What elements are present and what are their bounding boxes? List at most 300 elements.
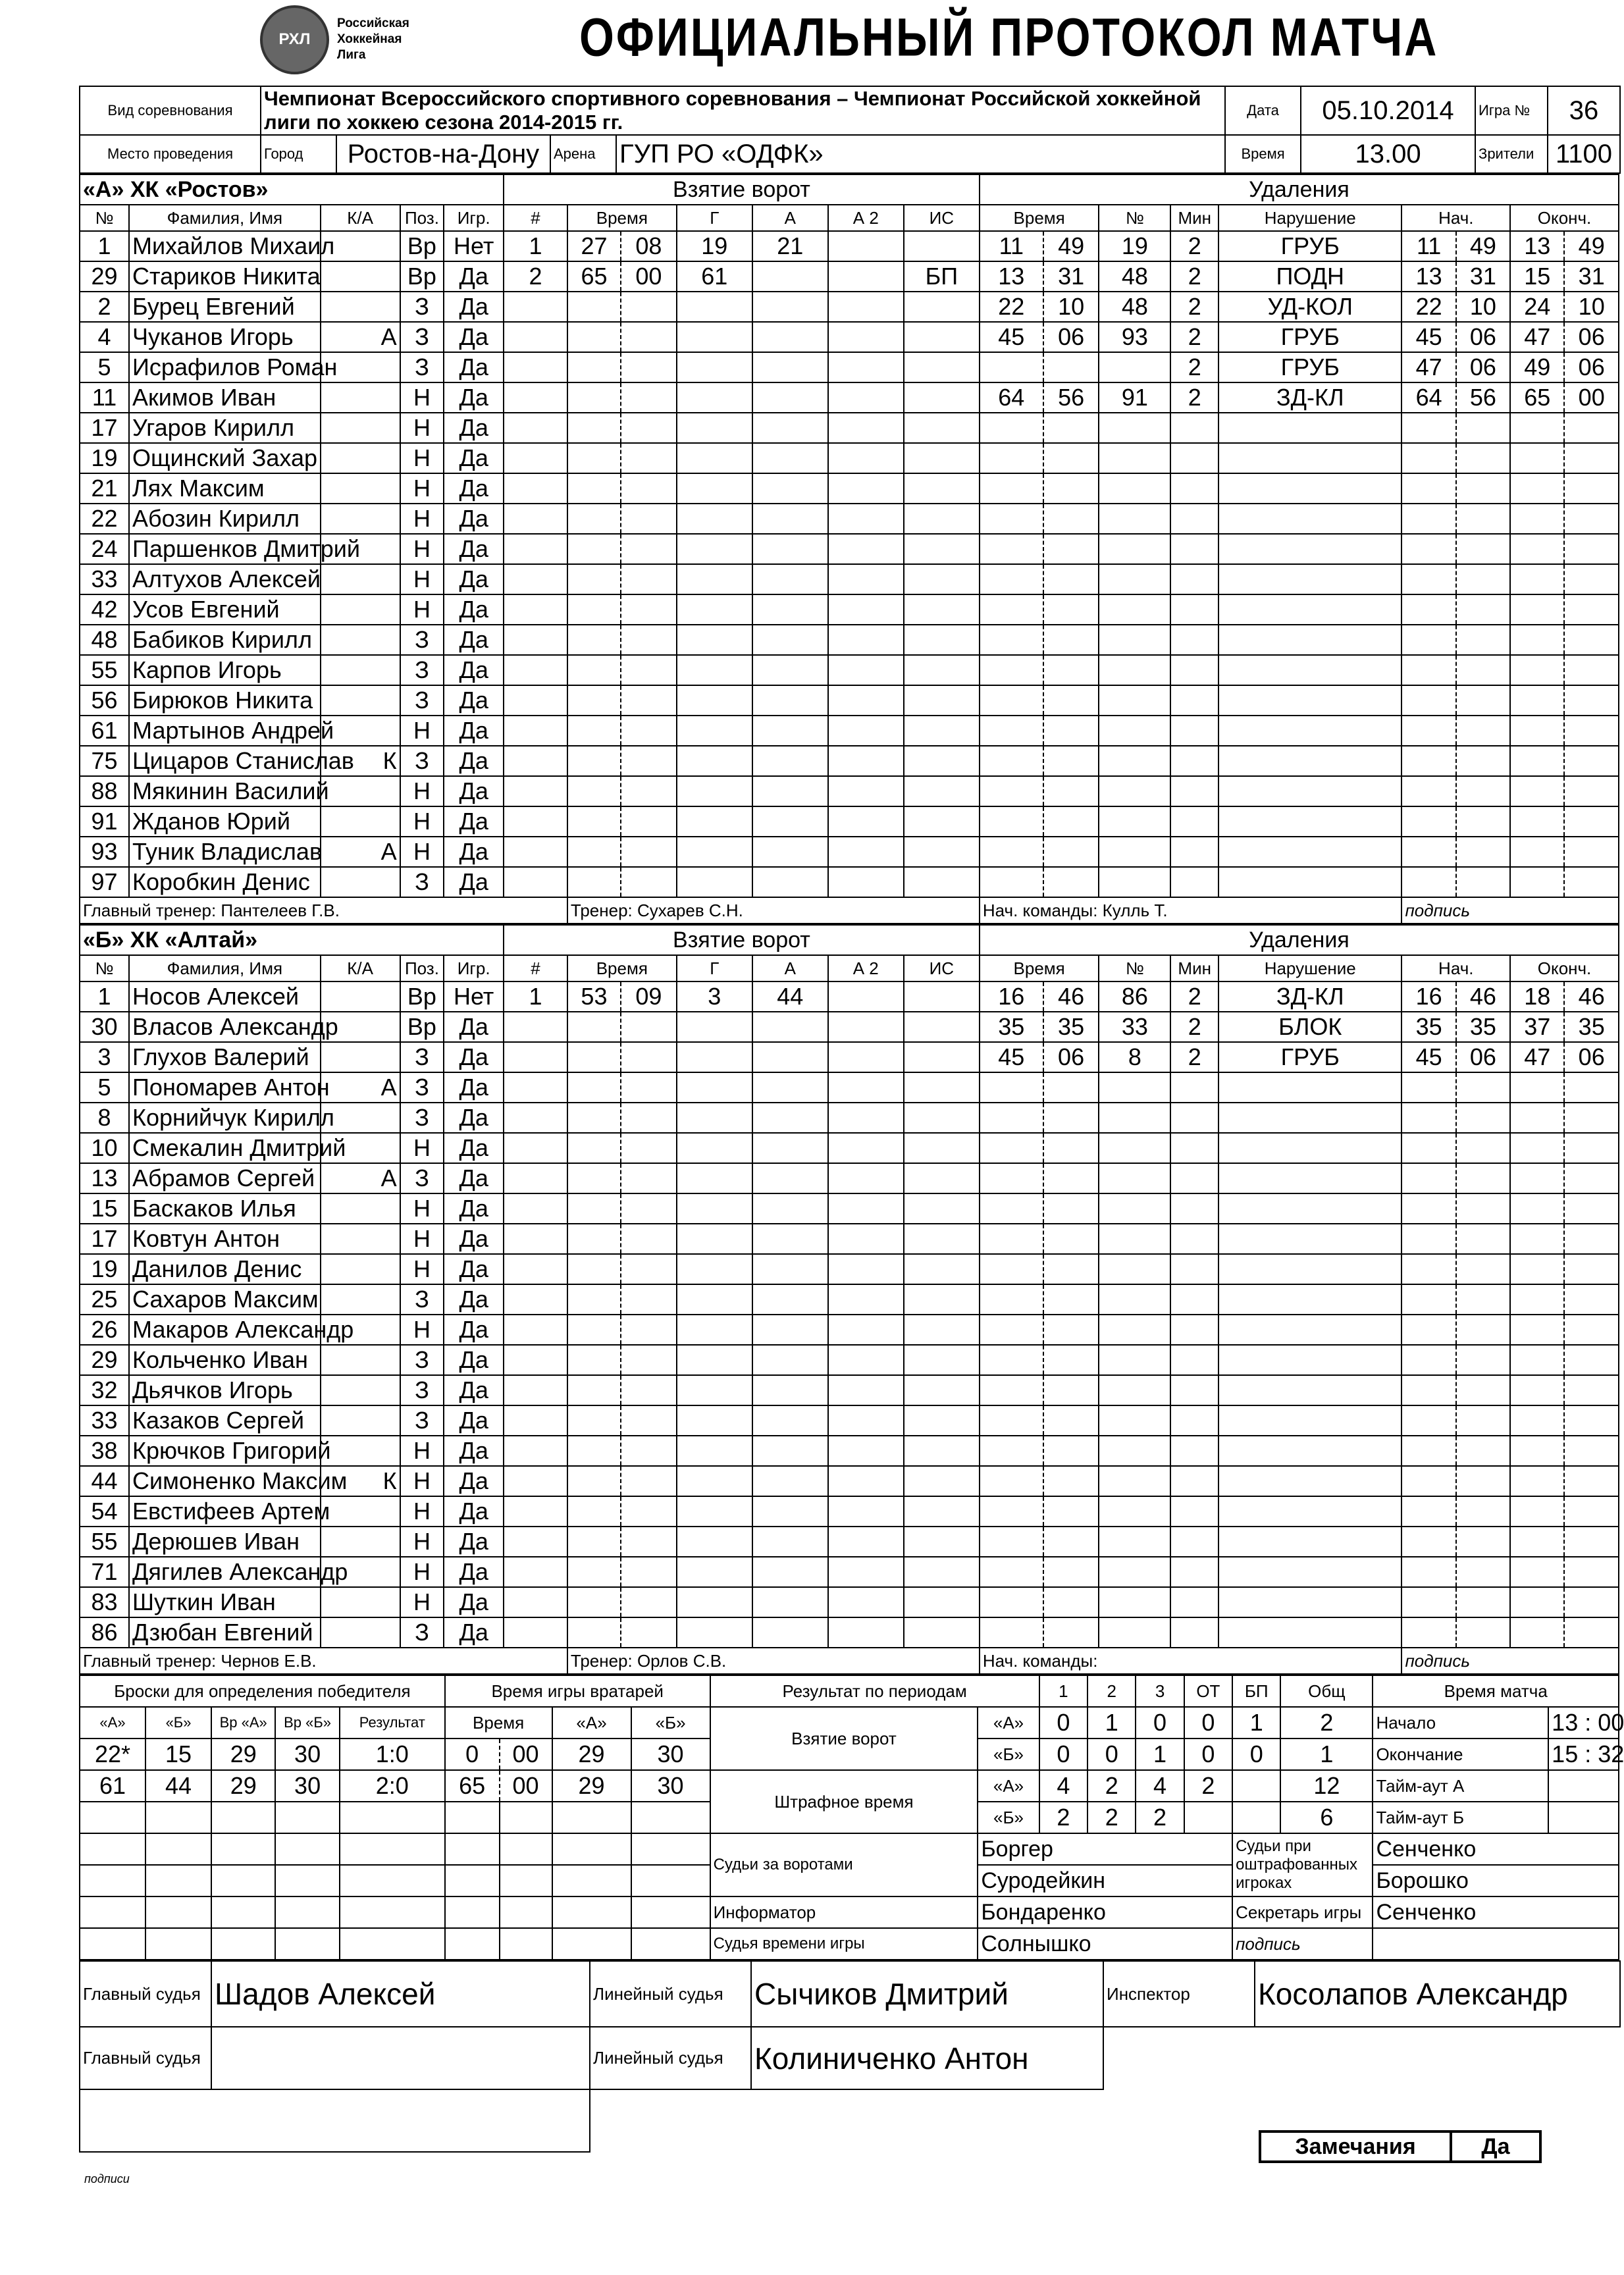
goal-cell [752,1315,828,1345]
goal-cell: 53 [567,981,621,1012]
goal-cell [567,352,621,382]
goal-cell [567,1042,621,1072]
penalty-cell [1043,1284,1099,1315]
goal-cell [752,1193,828,1224]
goal-cell: 1 [504,231,567,261]
player-role [321,1617,400,1648]
penalty-cell [1218,1466,1401,1496]
goals-b-value: 0 [1184,1739,1232,1770]
spect-value: 1100 [1548,135,1620,173]
penalty-cell: 35 [1043,1012,1099,1042]
penalty-cell: 19 [1099,231,1170,261]
goal-cell [904,473,980,504]
player-played: Да [444,1163,504,1193]
goal-cell [504,806,567,837]
player-number: 19 [80,443,129,473]
goal-cell [904,443,980,473]
goal-cell [904,1315,980,1345]
player-name: Абрамов Сергей [129,1163,321,1193]
penalty-cell [1218,746,1401,776]
goal-cell [828,655,904,685]
player-number: 55 [80,655,129,685]
goal-cell [677,1315,752,1345]
secretary-label: Секретарь игры [1232,1896,1373,1928]
player-row [80,1375,1619,1405]
goal-cell [621,443,677,473]
player-role [321,1375,400,1405]
player-name: Дзюбан Евгений [129,1617,321,1648]
penalty-cell [1456,1405,1510,1436]
player-name: Дьячков Игорь [129,1375,321,1405]
penalty-cell [1218,1133,1401,1163]
player-row [80,716,1619,746]
player-row [80,1557,1619,1587]
penalty-cell: 2 [1170,1012,1218,1042]
goal-cell [621,1617,677,1648]
penalty-cell [980,1254,1043,1284]
player-played: Да [444,473,504,504]
player-row [80,981,1619,1012]
goal-cell [677,1254,752,1284]
penalty-cell: 2 [1170,292,1218,322]
penalty-cell: 49 [1510,352,1564,382]
goal-cell [752,292,828,322]
period-col: 1 [1039,1675,1087,1707]
shootout-cell [275,1833,339,1865]
goal-cell [752,1224,828,1254]
player-role [321,625,400,655]
goal-cell [677,837,752,867]
col-ka: К/А [321,205,400,231]
penalty-cell [1170,1557,1218,1587]
col-p_min: Мин [1170,955,1218,981]
goals-a-value: 1 [1232,1707,1280,1739]
goal-cell [828,231,904,261]
penalty-cell [1170,1375,1218,1405]
goal-cell: 09 [621,981,677,1012]
empty-cell [80,1928,145,1960]
player-number: 5 [80,352,129,382]
penalty-cell: 45 [1401,1042,1455,1072]
empty-cell [500,1896,552,1928]
penalty-cell [1456,1617,1510,1648]
penalty-cell [1043,625,1099,655]
penalty-cell [1564,867,1619,897]
goal-cell [828,1284,904,1315]
penalty-cell [1099,1466,1170,1496]
game-value: 36 [1548,86,1620,135]
penalty-cell [1456,1254,1510,1284]
goal-cell [504,564,567,594]
penalty-cell [1564,443,1619,473]
goal-cell [904,1103,980,1133]
goal-cell [621,504,677,534]
player-position: Н [400,564,444,594]
penalty-cell [1401,806,1455,837]
player-role: К [321,1466,400,1496]
player-row [80,504,1619,534]
penalty-cell [980,443,1043,473]
team-b-table [79,924,1619,1675]
player-row [80,352,1619,382]
penalty-cell [1170,594,1218,625]
goal-cell [621,534,677,564]
penalty-cell [1510,1345,1564,1375]
goal-cell [567,1224,621,1254]
team-a-table [79,174,1619,924]
goal-cell [752,1527,828,1557]
col-p_inf: Нарушение [1218,955,1401,981]
goal-cell [752,1133,828,1163]
goal-cell [567,655,621,685]
protocol-sheet [79,86,1624,2153]
penalty-cell: 47 [1510,1042,1564,1072]
team-title: «А» ХК «Ростов» [80,174,504,205]
col-play: Игр. [444,205,504,231]
player-row [80,231,1619,261]
penalty-cell: 18 [1510,981,1564,1012]
goal-cell [621,473,677,504]
player-number: 8 [80,1103,129,1133]
pim-a-tag: «А» [978,1770,1039,1802]
penalty-cell [1218,1436,1401,1466]
player-position: Н [400,594,444,625]
player-number: 32 [80,1375,129,1405]
end-label: Окончание [1373,1739,1548,1770]
penalty-cell [1564,1315,1619,1345]
player-number: 17 [80,413,129,443]
penalty-cell [1099,1527,1170,1557]
goal-cell [677,504,752,534]
goal-cell [504,1072,567,1103]
penalty-cell [1099,837,1170,867]
player-name: Пономарев Антон [129,1072,321,1103]
penalty-cell: 2 [1170,322,1218,352]
player-row [80,655,1619,685]
goal-cell [504,716,567,746]
penalty-cell [980,685,1043,716]
goal-cell [567,1557,621,1587]
goal-cell [677,1133,752,1163]
penalty-cell [1456,1466,1510,1496]
col-goal-time: Время [567,205,677,231]
player-name: Сахаров Максим [129,1284,321,1315]
penalty-cell [1564,1496,1619,1527]
empty-cell [445,1928,500,1960]
penalty-cell [1043,716,1099,746]
player-role [321,382,400,413]
penalty-cell [1564,837,1619,867]
player-row [80,685,1619,716]
goal-cell [567,1284,621,1315]
penalty-cell [1218,1345,1401,1375]
goal-cell [904,1557,980,1587]
goal-cell [677,1557,752,1587]
penalty-cell: 45 [980,322,1043,352]
line-ref-label: Линейный судья [590,1961,751,2027]
player-played: Да [444,1345,504,1375]
coach: Тренер: Орлов С.В. [567,1648,980,1674]
goal-cell [621,322,677,352]
col-pen-time: Время [980,205,1099,231]
pim-a-value: 4 [1039,1770,1087,1802]
penalty-cell [1170,1466,1218,1496]
penalty-cell [980,837,1043,867]
penalty-cell: 24 [1510,292,1564,322]
goal-cell [828,776,904,806]
player-played: Да [444,594,504,625]
penalty-cell [1401,1557,1455,1587]
player-number: 54 [80,1496,129,1527]
penalty-cell [1564,716,1619,746]
player-position: Н [400,382,444,413]
player-played: Да [444,564,504,594]
line-ref-label-2: Линейный судья [590,2027,751,2089]
team-title-row [80,925,1619,955]
player-number: 71 [80,1557,129,1587]
player-row [80,382,1619,413]
player-position: З [400,322,444,352]
goal-cell [621,867,677,897]
player-played: Да [444,1617,504,1648]
player-number: 3 [80,1042,129,1072]
player-role [321,1042,400,1072]
timekeeper-label: Судья времени игры [710,1928,978,1960]
goal-cell [567,1103,621,1133]
penalty-cell [1456,443,1510,473]
player-number: 2 [80,292,129,322]
goal-cell [752,1496,828,1527]
player-position: Вр [400,981,444,1012]
penalty-cell: 2 [1170,231,1218,261]
penalty-cell [1456,655,1510,685]
player-role [321,443,400,473]
penalty-cell: 56 [1043,382,1099,413]
goal-cell [828,1224,904,1254]
penalty-cell: 86 [1099,981,1170,1012]
penalty-cell: 06 [1043,322,1099,352]
empty-cell [340,1865,445,1896]
penalty-cell: БЛОК [1218,1012,1401,1042]
player-role [321,981,400,1012]
penalty-cell [1564,413,1619,443]
penalty-cell [1218,1617,1401,1648]
player-name: Ковтун Антон [129,1224,321,1254]
player-role [321,1284,400,1315]
goal-cell [567,1345,621,1375]
goal-cell [504,1375,567,1405]
penalty-cell [1170,1254,1218,1284]
goal-judge-1: Боргер [978,1833,1232,1865]
shootout-cell: 30 [275,1770,339,1802]
empty-cell [145,1865,211,1896]
goal-cell [904,867,980,897]
goal-cell [752,1436,828,1466]
goal-cell [828,806,904,837]
penalty-cell [1043,1345,1099,1375]
penalty-cell [980,564,1043,594]
goal-cell [621,685,677,716]
goal-cell [752,352,828,382]
penalty-cell: 35 [1401,1012,1455,1042]
goal-cell [677,1496,752,1527]
penalty-cell: 35 [980,1012,1043,1042]
penalty-cell [1564,1587,1619,1617]
empty-cell [211,1928,275,1960]
goal-cell: 61 [677,261,752,292]
goal-cell [904,685,980,716]
goal-cell [621,1042,677,1072]
goal-cell [677,1163,752,1193]
coach: Тренер: Сухарев С.Н. [567,897,980,924]
gk-a: 29 [552,1770,631,1802]
empty-cell [552,1865,631,1896]
goal-cell [904,981,980,1012]
penalty-cell [980,625,1043,655]
player-name: Лях Максим [129,473,321,504]
goal-cell [504,1224,567,1254]
player-number: 33 [80,1405,129,1436]
penalty-cell [1564,655,1619,685]
penalty-cell [1043,1617,1099,1648]
penalty-cell [1170,746,1218,776]
penalty-cell [1099,1103,1170,1133]
pim-b-value: 2 [1087,1802,1136,1833]
goal-cell [752,655,828,685]
penalty-cell [1043,1103,1099,1133]
penalty-cell [1218,1375,1401,1405]
player-role [321,1527,400,1557]
player-position: З [400,352,444,382]
player-role [321,1254,400,1284]
goal-cell [504,685,567,716]
penalty-cell [1099,1163,1170,1193]
penalty-cell [980,1072,1043,1103]
period-col: 3 [1136,1675,1184,1707]
penalty-cell [1401,534,1455,564]
penalty-cell [1099,867,1170,897]
penalty-cell [1099,716,1170,746]
penalty-cell: 10 [1564,292,1619,322]
player-row [80,1315,1619,1345]
gk-b: 30 [631,1770,710,1802]
player-role [321,1224,400,1254]
signature-area [80,2089,590,2152]
penalty-cell [1099,1254,1170,1284]
goal-cell [904,1042,980,1072]
penalty-cell: 11 [980,231,1043,261]
penalty-cell [1456,1133,1510,1163]
player-name: Ощинский Захар [129,443,321,473]
gk-col-b: «Б» [631,1707,710,1739]
player-position: Н [400,1496,444,1527]
penalty-cell: 49 [1456,231,1510,261]
goal-cell [567,746,621,776]
penalty-cell: 22 [1401,292,1455,322]
penalty-cell [1510,1315,1564,1345]
player-position: Н [400,1254,444,1284]
penalty-cell [1401,837,1455,867]
shootout-cell: 29 [211,1739,275,1770]
goal-cell [504,625,567,655]
player-name: Стариков Никита [129,261,321,292]
player-number: 10 [80,1133,129,1163]
goal-cell [904,1133,980,1163]
goal-cell [677,1587,752,1617]
penalty-cell [1099,776,1170,806]
pen-judge-2: Борошко [1373,1865,1619,1896]
goal-cell [504,322,567,352]
player-number: 17 [80,1224,129,1254]
empty-cell [275,1865,339,1896]
penalty-cell [1510,504,1564,534]
player-played: Да [444,1133,504,1163]
penalty-cell: 06 [1564,352,1619,382]
goal-cell [677,1405,752,1436]
penalty-cell [1456,867,1510,897]
match-info-table [79,86,1621,174]
coach-row [80,897,1619,924]
penalty-cell [1218,1527,1401,1557]
penalty-cell [1218,473,1401,504]
penalty-cell [1510,1103,1564,1133]
goal-cell [567,1587,621,1617]
team-title: «Б» ХК «Алтай» [80,925,504,955]
penalty-cell [980,716,1043,746]
penalty-cell [1401,1224,1455,1254]
goal-cell [504,1315,567,1345]
penalty-cell: 13 [1401,261,1455,292]
penalty-cell [1170,1103,1218,1133]
penalty-cell [1043,1133,1099,1163]
gk-cell [445,1833,500,1865]
penalty-cell: 8 [1099,1042,1170,1072]
player-row [80,1496,1619,1527]
player-position: З [400,1103,444,1133]
player-position: З [400,685,444,716]
goal-cell [828,1193,904,1224]
penalty-cell [1218,594,1401,625]
penalty-cell [1564,1617,1619,1648]
pim-b-value: 2 [1136,1802,1184,1833]
penalty-cell: 35 [1456,1012,1510,1042]
goal-cell [567,1133,621,1163]
player-played: Да [444,504,504,534]
goal-cell [828,1163,904,1193]
penalty-cell: 64 [980,382,1043,413]
penalty-cell: УД-КОЛ [1218,292,1401,322]
penalty-cell [1099,1133,1170,1163]
goal-cell [828,746,904,776]
player-number: 93 [80,837,129,867]
col-goal-num: # [504,955,567,981]
penalty-cell [1099,1315,1170,1345]
penalty-cell [1218,413,1401,443]
goal-cell: 65 [567,261,621,292]
main-ref-label-2: Главный судья [80,2027,211,2089]
empty-cell [275,1896,339,1928]
goal-cell [567,1405,621,1436]
player-name: Кольченко Иван [129,1345,321,1375]
penalty-cell [1564,564,1619,594]
penalty-cell [1099,1496,1170,1527]
penalty-cell [1170,473,1218,504]
penalty-cell [1170,625,1218,655]
goal-cell [677,352,752,382]
goal-cell: 44 [752,981,828,1012]
penalty-cell [1564,1375,1619,1405]
goal-cell [677,806,752,837]
